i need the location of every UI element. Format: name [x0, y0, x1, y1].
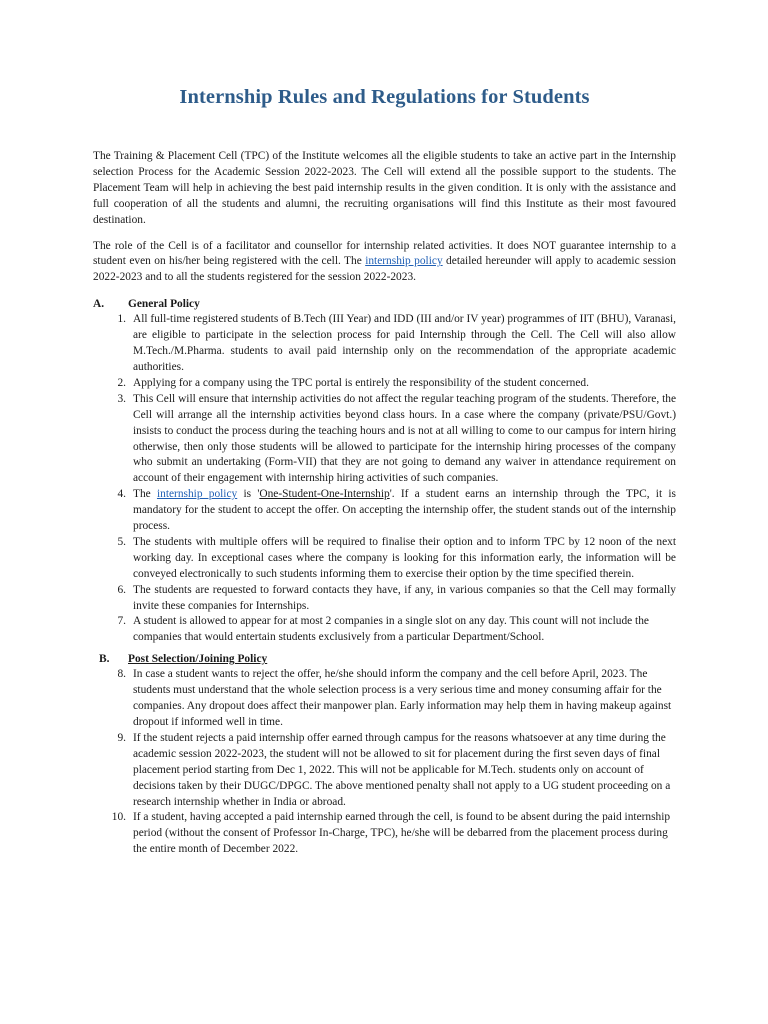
list-item-number: 9.	[117, 731, 126, 744]
document-page	[93, 86, 676, 858]
section-b-title: Post Selection/Joining Policy	[128, 653, 268, 666]
section-a-title: General Policy	[128, 298, 200, 311]
list-item	[93, 487, 676, 535]
list-item-text: Applying for a company using the TPC portal is entirely the responsibility of the student concerned.	[133, 376, 589, 389]
list-item-number: 2.	[117, 376, 126, 389]
list-item-number: 3.	[117, 392, 126, 405]
list-item-text: In case a student wants to reject the offer, he/she should inform the company and the cell before April, 2023. The students must understand that the whole selection process is a very serious time and money consuming affair for the companies. Any dropout does affect their manpower plan. Early information may help them in having makeup against dropout if informed well in time.	[133, 668, 672, 728]
list-item-number: 5.	[117, 535, 126, 548]
list-item-number: 7.	[117, 615, 126, 628]
section-a-letter: A.	[93, 298, 105, 311]
list-item	[93, 731, 676, 811]
intro-p2-text-after: detailed hereunder will apply to academic session 2022-2023 and to all the students registered for the session 2022-2023.	[93, 255, 676, 284]
list-item-number: 8.	[117, 668, 126, 681]
intro-paragraph-2	[93, 239, 676, 287]
internship-policy-link-rule-4[interactable]: internship policy	[156, 488, 238, 501]
list-item	[93, 667, 676, 731]
list-item-text: All full-time registered students of B.Tech (III Year) and IDD (III and/or IV year) programmes of IIT (BHU), Varanasi, are eligible to participate in the selection process for paid Internship through the Cell. The Cell will also allow M.Tech./M.Pharma. students to avail paid internship only on the recommendation of the appropriate academic authorities.	[133, 313, 676, 373]
rule-4-text-before: The	[133, 488, 157, 501]
list-item-number: 6.	[117, 583, 126, 596]
page-title: Internship Rules and Regulations for Students	[179, 86, 590, 108]
list-item	[93, 810, 676, 858]
section-a-heading	[93, 296, 676, 312]
list-item-text: The students with multiple offers will be required to finalise their option and to inform TPC by 12 noon of the next working day. In exceptional cases where the company is looking for this information early, the information will be conveyed electronically to such students informing them to exercise their option by the time specified therein.	[133, 535, 676, 580]
list-item-text	[133, 487, 676, 535]
list-item-text: If the student rejects a paid internship offer earned through campus for the reasons whatsoever at any time during the academic session 2022-2023, the student will not be allowed to sit for placement during the first seven days of final placement period starting from Dec 1, 2022. This will not be applicable for M.Tech. students only on account of decisions taken by their DUGC/DPGC. The above mentioned penalty shall not apply to a UG student proceeding on a research internship whether in India or abroad.	[133, 731, 671, 808]
list-item-text: If a student, having accepted a paid internship earned through the cell, is found to be absent during the paid internship period (without the consent of Professor In-Charge, TPC), he/she will be debarred from the placement process during the entire month of December 2022.	[133, 811, 671, 856]
list-item-text: This Cell will ensure that internship activities do not affect the regular teaching program of the students. Therefore, the Cell will arrange all the internship activities beyond class hours. In a case where the company (private/PSU/Govt.) insists to conduct the process during the teaching hours and is not at all willing to come to our campus for intern hiring otherwise, then only those students will be allowed to participate for the internship hiring processes of the company who submit an undertaking (Form-VII) that they are not going to demand any waiver in attendance requirement on account of their engagement with internship hiring activities of such companies.	[133, 392, 676, 485]
list-item-text: The students are requested to forward contacts they have, if any, in various companies so that the Cell may formally invite these companies for Internships.	[133, 583, 676, 612]
list-item	[93, 376, 676, 392]
list-item	[93, 312, 676, 376]
post-selection-policy-list	[93, 667, 676, 858]
section-b-letter: B.	[99, 653, 110, 666]
list-item	[93, 583, 676, 615]
intro-paragraph-1: The Training & Placement Cell (TPC) of the Institute welcomes all the eligible students to take an active part in the Internship selection Process for the Academic Session 2022-2023. The Cell will extend all the possible support to the students. The Placement Team will help in achieving the best paid internship results in the given condition. It is only with the assistance and full cooperation of all the students and alumni, the recruiting organisations will find this Institute as their most favoured destination.	[93, 150, 676, 226]
list-item-text: A student is allowed to appear for at most 2 companies in a single slot on any day. This count will not include the companies that would entertain students exclusively from a particular Department/School.	[133, 615, 649, 644]
list-item-number: 10.	[111, 811, 126, 824]
list-item-number: 4.	[117, 488, 126, 501]
rule-4-text-mid: is '	[237, 488, 260, 501]
list-item	[93, 535, 676, 583]
list-item	[93, 392, 676, 487]
one-student-one-internship-text: One-Student-One-Internship	[259, 488, 390, 501]
internship-policy-link[interactable]: internship policy	[365, 255, 443, 268]
general-policy-list	[93, 312, 676, 646]
list-item	[93, 614, 676, 646]
list-item-number: 1.	[117, 313, 126, 326]
rule-4-text-after: '. If a student earns an internship through the TPC, it is mandatory for the student to accept the offer. On accepting the internship offer, the student stands out of the internship process.	[133, 488, 676, 533]
intro-p2-text-before: The role of the Cell is of a facilitator and counsellor for internship related activities. It does NOT guarantee internship to a student even on his/her being registered with the cell. The	[93, 239, 676, 268]
section-b-heading	[93, 651, 676, 667]
